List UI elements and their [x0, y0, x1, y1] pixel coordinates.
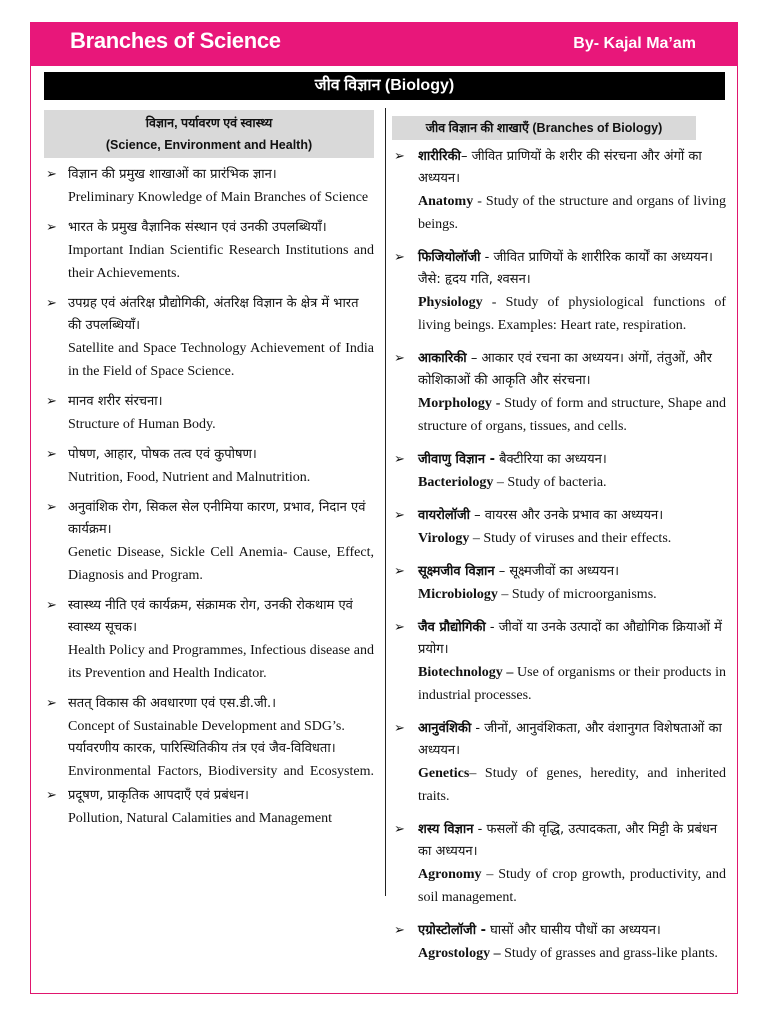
term-english: Agrostology – [418, 946, 501, 961]
arrow-bullet-icon: ➢ [394, 250, 405, 265]
list-item [44, 164, 374, 209]
item-hindi: अनुवांशिक रोग, सिकल सेल एनीमिया कारण, प्रभाव, निदान एवं कार्यक्रम। [68, 500, 366, 537]
description-english: – Study of crop growth, productivity, and soil management. [418, 867, 726, 905]
page-title: Branches of Science [70, 28, 281, 53]
arrow-bullet-icon: ➢ [46, 500, 57, 515]
description-hindi: – आकार एवं रचना का अध्ययन। अंगों, तंतुओं, और कोशिकाओं की आकृति और संरचना। [418, 351, 712, 388]
description-hindi: - जीनों, आनुवंशिकता, और वंशानुगत विशेषताओं का अध्ययन। [418, 721, 722, 758]
list-item [44, 785, 374, 830]
list-item [44, 595, 374, 685]
description-english: - Study of physiological functions of living beings. Examples: Heart rate, respiration. [418, 295, 726, 333]
list-item [392, 819, 726, 909]
item-hindi: भारत के प्रमुख वैज्ञानिक संस्थान एवं उनकी उपलब्धियाँ। [68, 220, 327, 235]
left-heading-hindi: विज्ञान, पर्यावरण एवं स्वास्थ्य [145, 116, 273, 130]
description-english: Study of form and structure, Shape and structure of organs, tissues, and cells. [418, 396, 726, 434]
item-hindi: पर्यावरणीय कारक, पारिस्थितिकीय तंत्र एवं जैव-विविधता। [68, 741, 336, 756]
description-english: - Study of the structure and organs of living beings. [418, 194, 726, 232]
item-english: Nutrition, Food, Nutrient and Malnutrition. [68, 470, 311, 485]
author-label: By- Kajal Ma’am [573, 35, 696, 52]
term-hindi: वायरोलॉजी [418, 508, 471, 523]
description-hindi: - जीवित प्राणियों के शारीरिक कार्यों का अध्ययन। जैसे: हृदय गति, श्वसन। [418, 250, 713, 287]
item-english: Structure of Human Body. [68, 417, 216, 432]
list-item [44, 497, 374, 587]
list-item [392, 348, 726, 438]
list-item [392, 920, 726, 965]
arrow-bullet-icon: ➢ [394, 351, 405, 366]
item-english: Pollution, Natural Calamities and Management [68, 811, 332, 826]
item-hindi: स्वास्थ्य नीति एवं कार्यक्रम, संक्रामक रोग, उनकी रोकथाम एवं स्वास्थ्य सूचक। [68, 598, 353, 635]
list-item [392, 505, 726, 550]
term-english: Anatomy [418, 194, 474, 209]
arrow-bullet-icon: ➢ [46, 394, 57, 409]
arrow-bullet-icon: ➢ [46, 167, 57, 182]
arrow-bullet-icon: ➢ [394, 822, 405, 837]
arrow-bullet-icon: ➢ [46, 220, 57, 235]
arrow-bullet-icon: ➢ [394, 149, 405, 164]
arrow-bullet-icon: ➢ [394, 452, 405, 467]
list-item [44, 444, 374, 489]
term-english: Agronomy [418, 867, 482, 882]
term-english: Virology [418, 531, 470, 546]
list-item [392, 449, 726, 494]
list-item [44, 217, 374, 285]
list-item [44, 391, 374, 436]
term-english: Biotechnology – [418, 665, 514, 680]
list-item [392, 718, 726, 808]
arrow-bullet-icon: ➢ [394, 721, 405, 736]
term-hindi: फिजियोलॉजी [418, 250, 481, 265]
term-hindi: सूक्ष्मजीव विज्ञान [418, 564, 495, 579]
left-heading-english: (Science, Environment and Health) [105, 138, 313, 152]
description-hindi: बैक्टीरिया का अध्ययन। [494, 452, 607, 467]
description-english: Use of organisms or their products in industrial processes. [418, 665, 727, 703]
description-english: – Study of microorganisms. [497, 587, 657, 602]
term-hindi: आकारिकी [418, 351, 467, 366]
term-hindi: जीवाणु विज्ञान - [418, 452, 495, 467]
section-banner: जीव विज्ञान (Biology) [44, 72, 725, 100]
item-english: Important Indian Scientific Research Institutions and their Achievements. [68, 243, 374, 281]
term-hindi: आनुवंशिकी [418, 721, 472, 736]
item-english: Satellite and Space Technology Achievement of India in the Field of Space Science. [68, 341, 374, 379]
description-hindi: - जीवों या उनके उत्पादों का औद्योगिक क्रियाओं में प्रयोग। [418, 620, 722, 657]
description-hindi: – सूक्ष्मजीवों का अध्ययन। [494, 564, 620, 579]
arrow-bullet-icon: ➢ [46, 788, 57, 803]
list-item [392, 247, 726, 337]
right-column-heading: जीव विज्ञान की शाखाएँ (Branches of Biology) [392, 116, 696, 140]
description-hindi: - फसलों की वृद्धि, उत्पादकता, और मिट्टी के प्रबंधन का अध्ययन। [418, 822, 718, 859]
description-english: – Study of viruses and their effects. [469, 531, 672, 546]
list-item [392, 561, 726, 606]
item-english: Environmental Factors, Biodiversity and Ecosystem. [68, 764, 374, 779]
description-english: – Study of bacteria. [493, 475, 607, 490]
item-english: Preliminary Knowledge of Main Branches of Science [68, 190, 369, 205]
item-english: Health Policy and Programmes, Infectious disease and its Prevention and Health Indicator. [68, 643, 374, 681]
left-column [44, 110, 374, 838]
list-item [44, 693, 374, 783]
item-hindi: प्रदूषण, प्राकृतिक आपदाएँ एवं प्रबंधन। [68, 788, 249, 803]
term-hindi: एग्रोस्टोलॉजी - [418, 923, 486, 938]
right-column [392, 116, 726, 976]
description-english: – Study of genes, heredity, and inherited traits. [418, 766, 726, 804]
left-column-heading [44, 110, 374, 158]
item-hindi: मानव शरीर संरचना। [68, 394, 163, 409]
term-english: Morphology - [418, 396, 501, 411]
description-hindi: – वायरस और उनके प्रभाव का अध्ययन। [470, 508, 664, 523]
arrow-bullet-icon: ➢ [394, 620, 405, 635]
header-bar [30, 22, 738, 66]
item-english: Concept of Sustainable Development and SDG’s. [68, 719, 345, 734]
description-hindi: – जीवित प्राणियों के शरीर की संरचना और अंगों का अध्ययन। [418, 149, 702, 186]
term-english: Bacteriology [418, 475, 494, 490]
item-english: Genetic Disease, Sickle Cell Anemia- Cause, Effect, Diagnosis and Program. [68, 545, 374, 583]
term-english: Microbiology [418, 587, 498, 602]
list-item [392, 617, 726, 707]
arrow-bullet-icon: ➢ [46, 447, 57, 462]
column-divider [385, 108, 386, 896]
list-item [44, 293, 374, 383]
list-item [392, 146, 726, 236]
term-hindi: जैव प्रौद्योगिकी [418, 620, 486, 635]
item-hindi: उपग्रह एवं अंतरिक्ष प्रौद्योगिकी, अंतरिक्ष विज्ञान के क्षेत्र में भारत की उपलब्धियाँ। [68, 296, 359, 333]
arrow-bullet-icon: ➢ [46, 696, 57, 711]
item-hindi: पोषण, आहार, पोषक तत्व एवं कुपोषण। [68, 447, 257, 462]
term-hindi: शारीरिकी [418, 149, 461, 164]
item-hindi: सतत् विकास की अवधारणा एवं एस.डी.जी.। [68, 696, 277, 711]
term-english: Genetics [418, 766, 470, 781]
arrow-bullet-icon: ➢ [46, 296, 57, 311]
arrow-bullet-icon: ➢ [394, 508, 405, 523]
arrow-bullet-icon: ➢ [46, 598, 57, 613]
term-hindi: शस्य विज्ञान [418, 822, 474, 837]
term-english: Physiology [418, 295, 483, 310]
description-hindi: घासों और घासीय पौधों का अध्ययन। [485, 923, 661, 938]
arrow-bullet-icon: ➢ [394, 923, 405, 938]
description-english: Study of grasses and grass-like plants. [500, 946, 718, 961]
arrow-bullet-icon: ➢ [394, 564, 405, 579]
item-hindi: विज्ञान की प्रमुख शाखाओं का प्रारंभिक ज्ञान। [68, 167, 277, 182]
